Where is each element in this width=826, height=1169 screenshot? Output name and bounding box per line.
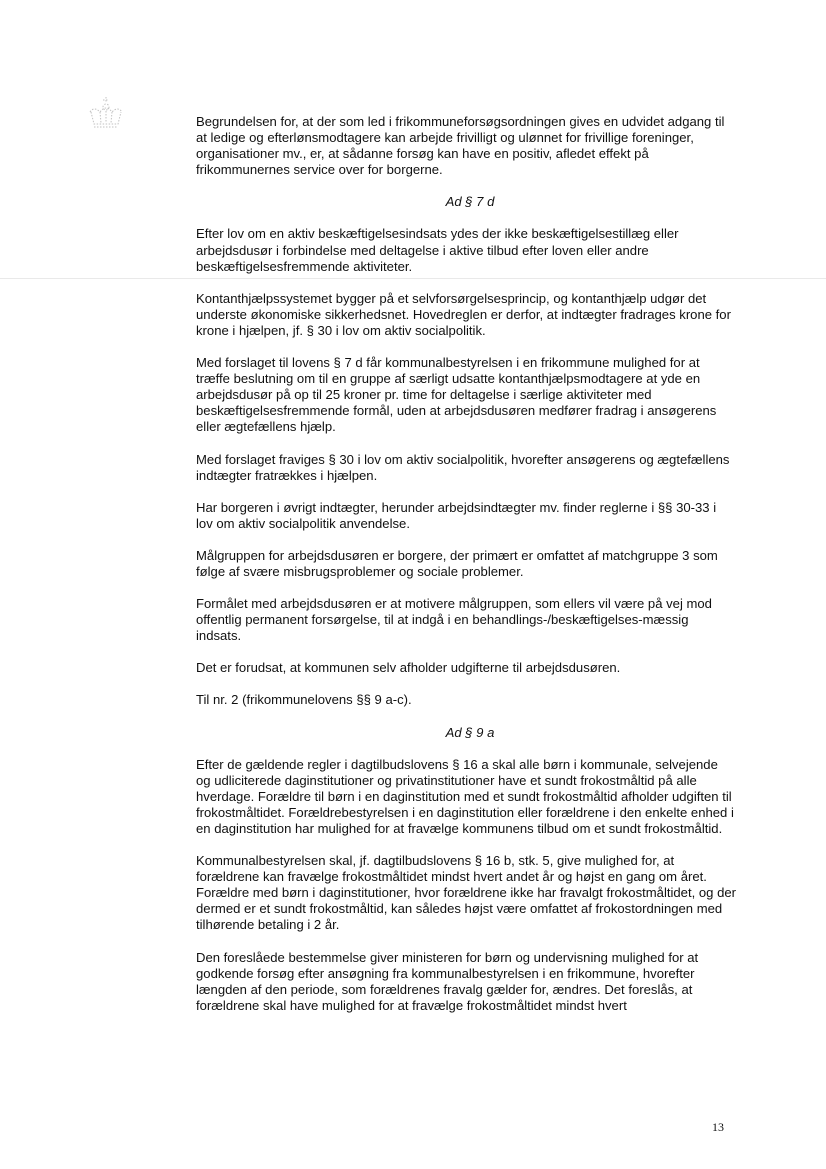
paragraph: Målgruppen for arbejdsdusøren er borgere, der primært er omfattet af matchgruppe 3 som følge af svære misbrugsproblemer og sociale problemer. [196,547,718,579]
paragraph: Begrundelsen for, at der som led i frikommuneforsøgsordningen gives en udvidet adgang til at ledige og efterlønsmodtagere kan arbejde frivilligt og ulønnet for frivillige foreninger, organisationer mv., er, at sådanne forsøg kan have en positiv, afledet effekt på frikommunernes service over for borgerne. [196,114,725,178]
paragraph: Den foreslåede bestemmelse giver ministeren for børn og undervisning mulighed for at godkende forsøg efter ansøgning fra kommunalbestyrelsen i en frikommune, hvorefter længden af den periode, som forældrenes fravalg gælder for, ændres. Det foreslås, at forældrene skal have mulighed for at fravælge frokostmåltidet mindst hvert [196,949,699,1013]
page-number: 13 [712,1120,724,1134]
paragraph: Har borgeren i øvrigt indtægter, herunder arbejdsindtægter mv. finder reglerne i §§ 30-33 i lov om aktiv socialpolitik anvendelse. [196,499,717,531]
paragraph: Det er forudsat, at kommunen selv afholder udgifterne til arbejdsdusøren. [196,660,621,676]
section-heading: Ad § 9 a [445,724,495,740]
section-heading: Ad § 7 d [445,194,495,210]
crown-logo-icon [86,96,126,132]
paragraph: Med forslaget fraviges § 30 i lov om aktiv socialpolitik, hvorefter ansøgerens og ægtefællens indtægter fratrækkes i hjælpen. [196,451,730,483]
paragraph: Kontanthjælpssystemet bygger på et selvforsørgelsesprincip, og kontanthjælp udgør det underste økonomiske sikkerhedsnet. Hovedreglen er derfor, at indtægter fradrages krone for krone i hjælpen, jf. § 30 i lov om aktiv socialpolitik. [196,290,731,338]
paragraph: Med forslaget til lovens § 7 d får kommunalbestyrelsen i en frikommune mulighed for at træffe beslutning om til en gruppe af særligt udsatte kontanthjælpsmodtagere at yde en arbejdsdusør på op til 25 kroner pr. time for deltagelse i særlige aktiviteter med beskæftigelsesfremmende formål, uden at arbejdsdusøren medfører fradrag i ansøgerens eller ægtefællens hjælp. [196,355,717,435]
paragraph: Efter lov om en aktiv beskæftigelsesindsats ydes der ikke beskæftigelsestillæg eller arbejdsdusør i forbindelse med deltagelse i aktive tilbud efter loven eller andre beskæftigelsesfremmende aktiviteter. [196,226,679,274]
paragraph: Til nr. 2 (frikommunelovens §§ 9 a-c). [196,692,412,708]
paragraph: Efter de gældende regler i dagtilbudslovens § 16 a skal alle børn i kommunale, selvejende og udliciterede daginstitutioner og privatinstitutioner have et sundt frokostmåltid på alle hverdage. Forældre til børn i en daginstitution med et sundt frokostmåltid afholder udgiften til frokostmåltidet. Forældrebestyrelsen i en daginstitution eller forældrene i den enkelte enhed i en daginstitution har mulighed for at fravælge kommunens tilbud om et sundt frokostmåltid. [196,756,734,836]
paragraph: Kommunalbestyrelsen skal, jf. dagtilbudslovens § 16 b, stk. 5, give mulighed for, at forældrene kan fravælge frokostmåltidet mindst hvert andet år og højst en gang om året. Forældre med børn i daginstitutioner, hvor forældrene ikke har fravalgt frokostmåltidet, og der dermed er et sundt frokostmåltid, kan således højst være omfattet af frokostordningen med tilhørende betaling i 2 år. [196,853,737,933]
document-body [196,114,736,1030]
paragraph: Formålet med arbejdsdusøren er at motivere målgruppen, som ellers vil være på vej mod offentlig permanent forsørgelse, til at indgå i en behandlings-/beskæftigelses-mæssig indsats. [196,596,712,644]
